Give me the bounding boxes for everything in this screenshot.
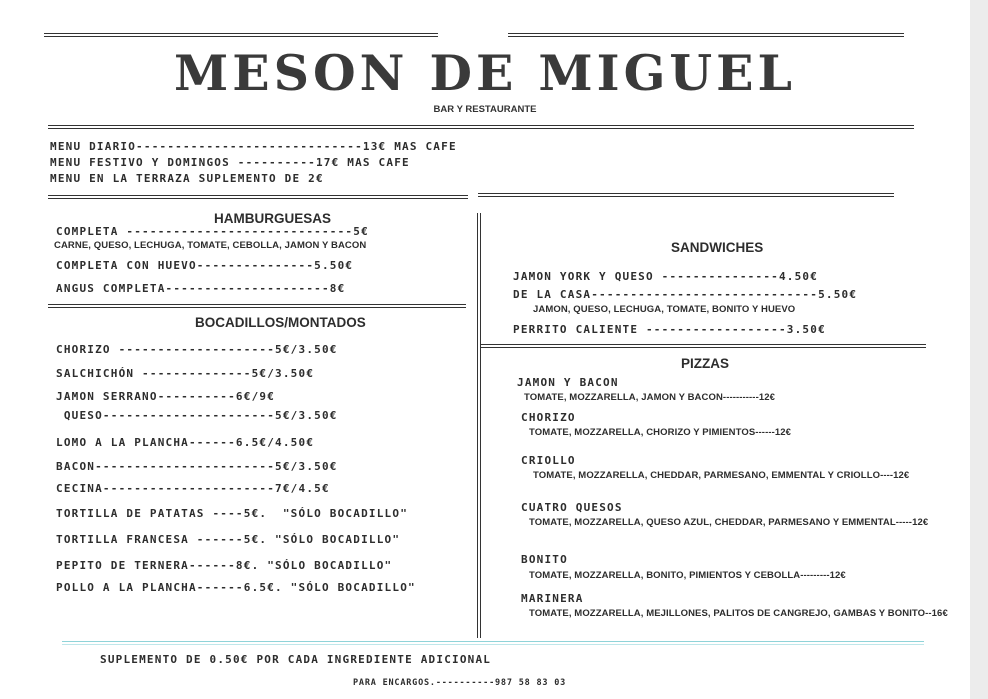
pizza-detail: TOMATE, MOZZARELLA, JAMON Y BACON-----------12€ — [524, 392, 775, 403]
bocadillo-item: POLLO A LA PLANCHA------6.5€. "SÓLO BOCADILLO" — [56, 581, 416, 594]
sandwiches-heading: SANDWICHES — [671, 240, 764, 255]
right-top-rule — [478, 193, 894, 197]
bocadillo-item: LOMO A LA PLANCHA------6.5€/4.50€ — [56, 436, 315, 449]
hamburguesa-completa: COMPLETA -----------------------------5€ — [56, 225, 369, 238]
bocadillo-item: SALCHICHÓN --------------5€/3.50€ — [56, 367, 315, 380]
pizza-detail: TOMATE, MOZZARELLA, CHORIZO Y PIMIENTOS------12€ — [529, 427, 792, 438]
pizza-detail: TOMATE, MOZZARELLA, QUESO AZUL, CHEDDAR, PARMESANO Y EMMENTAL-----12€ — [529, 517, 929, 528]
sandwich-de-la-casa-ingredients: JAMON, QUESO, LECHUGA, TOMATE, BONITO Y HUEVO — [533, 304, 796, 315]
menu-terraza: MENU EN LA TERRAZA SUPLEMENTO DE 2€ — [50, 172, 324, 185]
column-divider — [477, 213, 481, 638]
pizza-detail: TOMATE, MOZZARELLA, MEJILLONES, PALITOS DE CANGREJO, GAMBAS Y BONITO--16€ — [529, 608, 948, 619]
bocadillo-item: TORTILLA FRANCESA ------5€. "SÓLO BOCADILLO" — [56, 533, 401, 546]
footer-divider — [62, 641, 924, 645]
pizza-name: JAMON Y BACON — [517, 376, 619, 389]
bocadillo-item: CHORIZO --------------------5€/3.50€ — [56, 343, 338, 356]
menus-bottom-rule — [48, 195, 468, 199]
bocadillo-item: PEPITO DE TERNERA------8€. "SÓLO BOCADILLO" — [56, 559, 393, 572]
sandwiches-bottom-rule — [480, 344, 926, 348]
pizzas-heading: PIZZAS — [681, 356, 730, 371]
hamburguesas-bottom-rule — [48, 304, 466, 308]
bocadillo-item: CECINA----------------------7€/4.5€ — [56, 482, 330, 495]
hamburguesas-heading: HAMBURGUESAS — [214, 211, 332, 226]
top-rule-right — [508, 33, 904, 37]
bocadillo-item: BACON-----------------------5€/3.50€ — [56, 460, 338, 473]
bocadillo-item: JAMON SERRANO----------6€/9€ — [56, 390, 276, 403]
pizza-name: MARINERA — [521, 592, 584, 605]
bocadillo-item: QUESO----------------------5€/3.50€ — [56, 409, 338, 422]
header-bottom-rule — [48, 125, 914, 129]
pizza-name: CHORIZO — [521, 411, 576, 424]
hamburguesa-completa-ingredients: CARNE, QUESO, LECHUGA, TOMATE, CEBOLLA, JAMON Y BACON — [54, 240, 367, 251]
supplement-note: SUPLEMENTO DE 0.50€ POR CADA INGREDIENTE ADICIONAL — [100, 653, 492, 666]
orders-phone: PARA ENCARGOS.----------987 58 83 03 — [353, 678, 567, 688]
sandwich-de-la-casa: DE LA CASA-----------------------------5.50€ — [513, 288, 858, 301]
bocadillo-item: TORTILLA DE PATATAS ----5€. "SÓLO BOCADILLO" — [56, 507, 409, 520]
sandwich-jamon-york: JAMON YORK Y QUESO ---------------4.50€ — [513, 270, 819, 283]
top-rule-left — [44, 33, 438, 37]
pizza-name: BONITO — [521, 553, 568, 566]
menu-festivo: MENU FESTIVO Y DOMINGOS ----------17€ MAS CAFE — [50, 156, 410, 169]
hamburguesa-completa-huevo: COMPLETA CON HUEVO---------------5.50€ — [56, 259, 354, 272]
menu-diario: MENU DIARIO-----------------------------13€ MAS CAFE — [50, 140, 457, 153]
restaurant-subtitle: BAR Y RESTAURANTE — [433, 104, 537, 115]
pizza-name: CRIOLLO — [521, 454, 576, 467]
bocadillos-heading: BOCADILLOS/MONTADOS — [195, 315, 366, 330]
hamburguesa-angus: ANGUS COMPLETA---------------------8€ — [56, 282, 346, 295]
pizza-detail: TOMATE, MOZZARELLA, BONITO, PIMIENTOS Y CEBOLLA---------12€ — [529, 570, 846, 581]
pizza-detail: TOMATE, MOZZARELLA, CHEDDAR, PARMESANO, EMMENTAL Y CRIOLLO----12€ — [533, 470, 910, 481]
pizza-name: CUATRO QUESOS — [521, 501, 623, 514]
sandwich-perrito-caliente: PERRITO CALIENTE ------------------3.50€ — [513, 323, 826, 336]
restaurant-title: MESON DE MIGUEL — [174, 44, 796, 102]
